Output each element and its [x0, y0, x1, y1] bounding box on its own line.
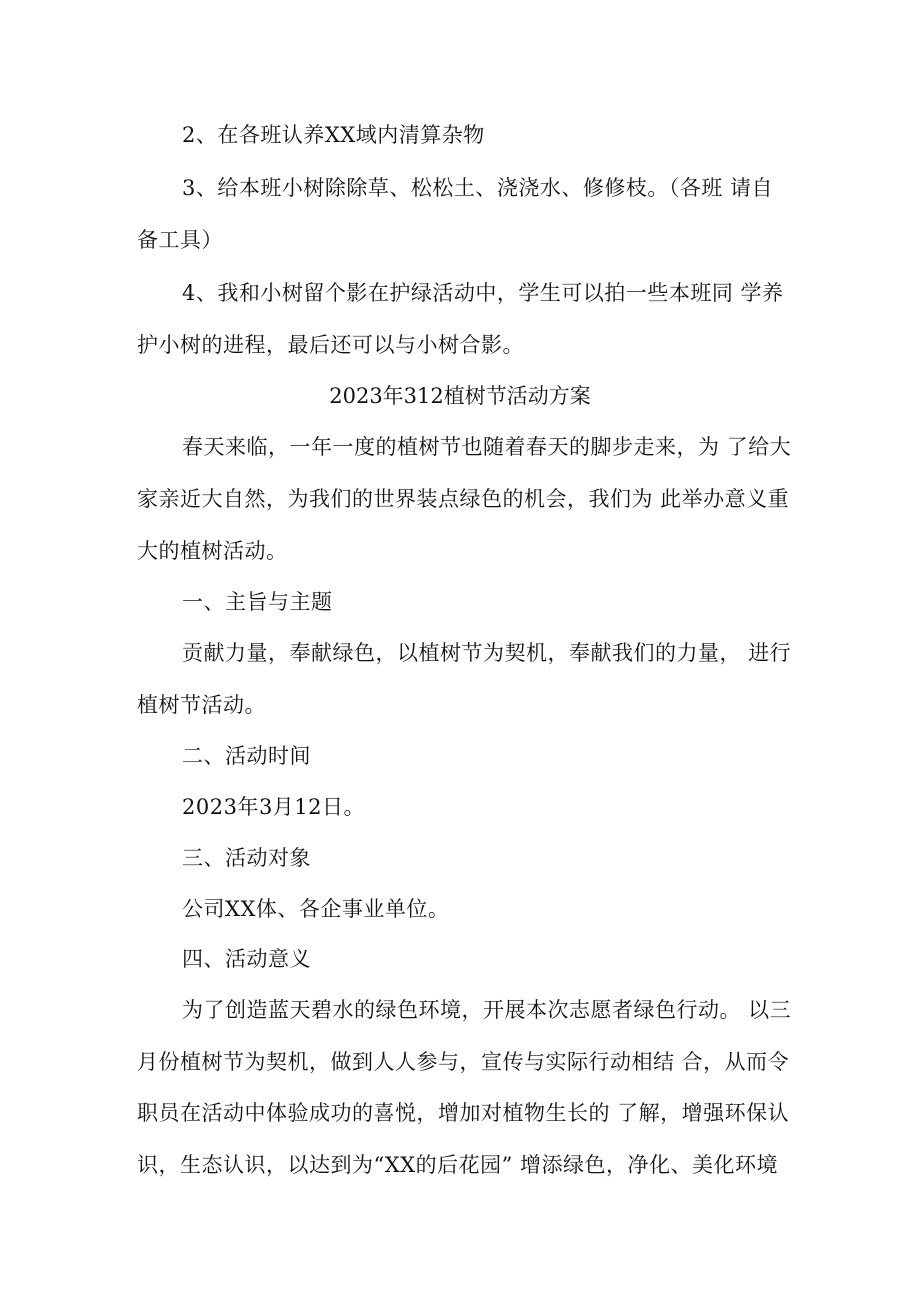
heading-time: 二、活动时间: [182, 744, 311, 768]
heading-audience: 三、活动对象: [182, 846, 311, 870]
significance-paragraph-line-1: 为了创造蓝天碧水的绿色环境，开展本次志愿者绿色行动。 以三: [182, 998, 792, 1022]
intro-paragraph-line-1: 春天来临，一年一度的植树节也随着春天的脚步走来，为 了给大: [182, 435, 792, 459]
list-item-4: 4、我和小树留个影在护绿活动中，学生可以拍一些本班同 学养: [182, 281, 784, 305]
significance-paragraph-line-3: 职员在活动中体验成功的喜悦，增加对植物生长的 了解，增强环保认: [137, 1101, 790, 1125]
list-item-2: 2、在各班认养XX域内清算杂物: [182, 123, 485, 147]
list-item-3-continued: 备工具）: [137, 228, 223, 252]
significance-paragraph-line-2: 月份植树节为契机，做到人人参与，宣传与实际行动相结 合，从而令: [137, 1050, 790, 1074]
section-title: 2023年312植树节活动方案: [329, 384, 591, 408]
intro-paragraph-line-2: 家亲近大自然，为我们的世界装点绿色的机会，我们为 此举办意义重: [137, 487, 790, 511]
intro-paragraph-line-3: 大的植树活动。: [137, 539, 288, 563]
activity-date: 2023年3月12日。: [182, 795, 366, 819]
purpose-paragraph-line-1: 贡献力量，奉献绿色，以植树节为契机，奉献我们的力量， 进行: [182, 641, 792, 665]
heading-significance: 四、活动意义: [182, 947, 311, 971]
purpose-paragraph-line-2: 植树节活动。: [137, 693, 266, 717]
audience-text: 公司XX体、各企事业单位。: [182, 897, 450, 921]
heading-purpose: 一、主旨与主题: [182, 590, 333, 614]
list-item-4-continued: 护小树的进程，最后还可以与小树合影。: [137, 333, 524, 357]
significance-paragraph-line-4: 识，生态认识，以达到为“XX的后花园” 增添绿色，净化、美化环境: [137, 1153, 779, 1177]
list-item-3: 3、给本班小树除除草、松松土、浇浇水、修修枝。（各班 请自: [182, 176, 774, 200]
